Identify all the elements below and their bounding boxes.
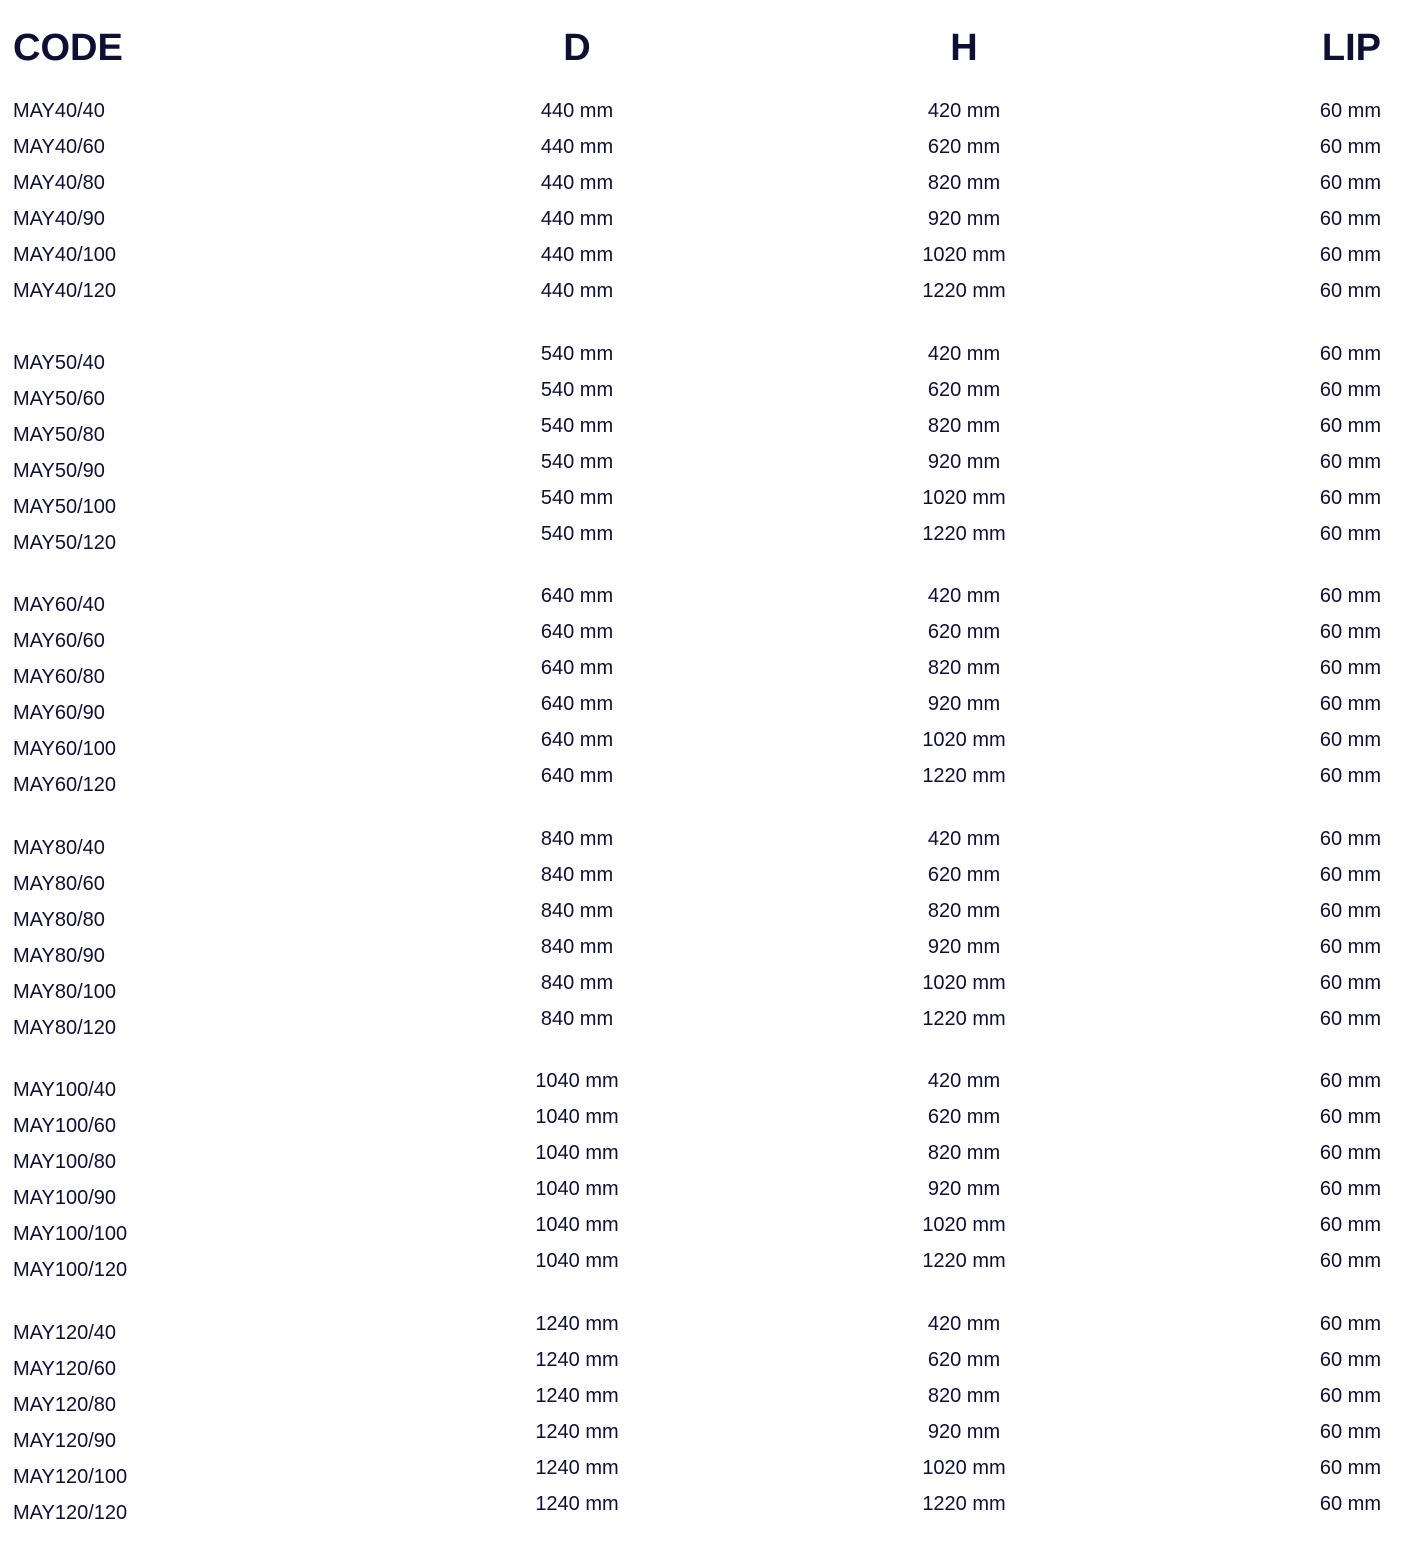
cell-d: 1240 mm <box>535 1457 619 1479</box>
cell-d: 640 mm <box>540 693 614 715</box>
cell-code: MAY120/100 <box>13 1466 128 1488</box>
cell-lip: 60 mm <box>1319 765 1381 787</box>
cell-d: 440 mm <box>540 208 614 230</box>
cell-h: 820 mm <box>927 1385 1001 1407</box>
cell-h: 420 mm <box>927 100 1001 122</box>
cell-code: MAY40/120 <box>13 280 117 302</box>
cell-d: 1240 mm <box>535 1385 619 1407</box>
cell-h: 1220 mm <box>922 280 1006 302</box>
cell-d: 1240 mm <box>535 1313 619 1335</box>
cell-lip: 60 mm <box>1319 487 1381 509</box>
cell-d: 840 mm <box>540 972 614 994</box>
cell-lip: 60 mm <box>1319 244 1381 266</box>
cell-lip: 60 mm <box>1319 693 1381 715</box>
cell-d: 840 mm <box>540 900 614 922</box>
cell-code: MAY100/60 <box>13 1115 117 1137</box>
cell-h: 920 mm <box>927 451 1001 473</box>
row-group <box>0 99 1408 315</box>
cell-h: 420 mm <box>927 1313 1001 1335</box>
cell-h: 620 mm <box>927 136 1001 158</box>
cell-code: MAY80/40 <box>13 837 105 859</box>
cell-code: MAY80/90 <box>13 945 105 967</box>
cell-d: 1040 mm <box>535 1106 619 1128</box>
cell-h: 420 mm <box>927 585 1001 607</box>
cell-lip: 60 mm <box>1319 280 1381 302</box>
cell-code: MAY120/120 <box>13 1502 128 1524</box>
cell-lip: 60 mm <box>1319 657 1381 679</box>
cell-d: 440 mm <box>540 244 614 266</box>
cell-d: 840 mm <box>540 936 614 958</box>
cell-code: MAY100/90 <box>13 1187 117 1209</box>
cell-lip: 60 mm <box>1319 1106 1381 1128</box>
cell-d: 1240 mm <box>535 1493 619 1515</box>
cell-lip: 60 mm <box>1319 936 1381 958</box>
cell-code: MAY100/120 <box>13 1259 128 1281</box>
cell-code: MAY50/120 <box>13 532 117 554</box>
row-group <box>0 342 1408 558</box>
cell-code: MAY50/60 <box>13 388 105 410</box>
row-group <box>0 1069 1408 1285</box>
cell-h: 920 mm <box>927 693 1001 715</box>
cell-lip: 60 mm <box>1319 1313 1381 1335</box>
cell-code: MAY40/80 <box>13 172 105 194</box>
cell-code: MAY50/40 <box>13 352 105 374</box>
cell-d: 1040 mm <box>535 1214 619 1236</box>
cell-h: 620 mm <box>927 1349 1001 1371</box>
cell-code: MAY100/40 <box>13 1079 117 1101</box>
cell-d: 540 mm <box>540 451 614 473</box>
cell-code: MAY120/60 <box>13 1358 117 1380</box>
cell-lip: 60 mm <box>1319 415 1381 437</box>
cell-lip: 60 mm <box>1319 864 1381 886</box>
cell-h: 820 mm <box>927 172 1001 194</box>
cell-lip: 60 mm <box>1319 1142 1381 1164</box>
cell-d: 540 mm <box>540 523 614 545</box>
cell-lip: 60 mm <box>1319 1349 1381 1371</box>
cell-h: 1220 mm <box>922 1008 1006 1030</box>
cell-lip: 60 mm <box>1319 1385 1381 1407</box>
cell-d: 1240 mm <box>535 1349 619 1371</box>
cell-lip: 60 mm <box>1319 1250 1381 1272</box>
cell-code: MAY100/80 <box>13 1151 117 1173</box>
cell-d: 440 mm <box>540 136 614 158</box>
cell-lip: 60 mm <box>1319 343 1381 365</box>
cell-d: 640 mm <box>540 765 614 787</box>
header-h: H <box>950 27 978 69</box>
cell-lip: 60 mm <box>1319 523 1381 545</box>
cell-d: 640 mm <box>540 729 614 751</box>
cell-code: MAY80/100 <box>13 981 117 1003</box>
cell-lip: 60 mm <box>1319 1493 1381 1515</box>
cell-d: 440 mm <box>540 172 614 194</box>
cell-d: 640 mm <box>540 585 614 607</box>
cell-lip: 60 mm <box>1319 1421 1381 1443</box>
cell-h: 620 mm <box>927 379 1001 401</box>
cell-h: 1020 mm <box>922 244 1006 266</box>
cell-d: 1240 mm <box>535 1421 619 1443</box>
cell-code: MAY60/60 <box>13 630 105 652</box>
cell-code: MAY60/80 <box>13 666 105 688</box>
cell-h: 620 mm <box>927 1106 1001 1128</box>
cell-d: 1040 mm <box>535 1250 619 1272</box>
cell-lip: 60 mm <box>1319 972 1381 994</box>
cell-lip: 60 mm <box>1319 1070 1381 1092</box>
cell-d: 640 mm <box>540 621 614 643</box>
cell-d: 840 mm <box>540 828 614 850</box>
cell-code: MAY120/90 <box>13 1430 117 1452</box>
cell-lip: 60 mm <box>1319 379 1381 401</box>
cell-code: MAY50/80 <box>13 424 105 446</box>
cell-d: 1040 mm <box>535 1142 619 1164</box>
cell-d: 1040 mm <box>535 1178 619 1200</box>
cell-code: MAY60/100 <box>13 738 117 760</box>
cell-d: 440 mm <box>540 100 614 122</box>
cell-h: 920 mm <box>927 1421 1001 1443</box>
cell-code: MAY60/90 <box>13 702 105 724</box>
row-group <box>0 827 1408 1043</box>
cell-code: MAY80/60 <box>13 873 105 895</box>
row-group <box>0 584 1408 800</box>
cell-code: MAY120/80 <box>13 1394 117 1416</box>
cell-d: 840 mm <box>540 1008 614 1030</box>
cell-lip: 60 mm <box>1319 136 1381 158</box>
cell-h: 1220 mm <box>922 765 1006 787</box>
cell-code: MAY40/90 <box>13 208 105 230</box>
cell-d: 540 mm <box>540 343 614 365</box>
cell-h: 1220 mm <box>922 523 1006 545</box>
cell-lip: 60 mm <box>1319 1214 1381 1236</box>
cell-lip: 60 mm <box>1319 900 1381 922</box>
cell-h: 820 mm <box>927 900 1001 922</box>
cell-d: 440 mm <box>540 280 614 302</box>
cell-d: 540 mm <box>540 415 614 437</box>
cell-h: 920 mm <box>927 1178 1001 1200</box>
cell-h: 1220 mm <box>922 1493 1006 1515</box>
cell-h: 1020 mm <box>922 1214 1006 1236</box>
cell-h: 820 mm <box>927 1142 1001 1164</box>
cell-lip: 60 mm <box>1319 451 1381 473</box>
cell-lip: 60 mm <box>1319 585 1381 607</box>
cell-d: 540 mm <box>540 379 614 401</box>
cell-h: 1020 mm <box>922 729 1006 751</box>
cell-lip: 60 mm <box>1319 1178 1381 1200</box>
cell-h: 420 mm <box>927 1070 1001 1092</box>
cell-lip: 60 mm <box>1319 208 1381 230</box>
cell-code: MAY120/40 <box>13 1322 117 1344</box>
cell-code: MAY80/120 <box>13 1017 117 1039</box>
cell-h: 820 mm <box>927 657 1001 679</box>
cell-h: 1020 mm <box>922 1457 1006 1479</box>
row-group <box>0 1312 1408 1528</box>
cell-lip: 60 mm <box>1319 729 1381 751</box>
table-header-row <box>0 28 1408 68</box>
cell-h: 820 mm <box>927 415 1001 437</box>
cell-lip: 60 mm <box>1319 621 1381 643</box>
cell-h: 920 mm <box>927 208 1001 230</box>
header-d: D <box>563 27 591 69</box>
cell-h: 420 mm <box>927 828 1001 850</box>
cell-h: 620 mm <box>927 864 1001 886</box>
cell-code: MAY40/100 <box>13 244 117 266</box>
cell-lip: 60 mm <box>1319 1457 1381 1479</box>
cell-h: 620 mm <box>927 621 1001 643</box>
cell-code: MAY80/80 <box>13 909 105 931</box>
cell-d: 640 mm <box>540 657 614 679</box>
cell-lip: 60 mm <box>1319 172 1381 194</box>
cell-code: MAY40/60 <box>13 136 105 158</box>
cell-code: MAY50/90 <box>13 460 105 482</box>
cell-code: MAY40/40 <box>13 100 105 122</box>
cell-d: 1040 mm <box>535 1070 619 1092</box>
cell-lip: 60 mm <box>1319 100 1381 122</box>
cell-code: MAY60/120 <box>13 774 117 796</box>
cell-h: 920 mm <box>927 936 1001 958</box>
cell-d: 540 mm <box>540 487 614 509</box>
cell-lip: 60 mm <box>1319 1008 1381 1030</box>
header-lip: LIP <box>1321 27 1381 69</box>
cell-d: 840 mm <box>540 864 614 886</box>
cell-code: MAY100/100 <box>13 1223 128 1245</box>
cell-code: MAY60/40 <box>13 594 105 616</box>
cell-code: MAY50/100 <box>13 496 117 518</box>
cell-h: 1020 mm <box>922 972 1006 994</box>
header-code: CODE <box>13 27 123 69</box>
cell-h: 1020 mm <box>922 487 1006 509</box>
cell-h: 1220 mm <box>922 1250 1006 1272</box>
cell-lip: 60 mm <box>1319 828 1381 850</box>
cell-h: 420 mm <box>927 343 1001 365</box>
